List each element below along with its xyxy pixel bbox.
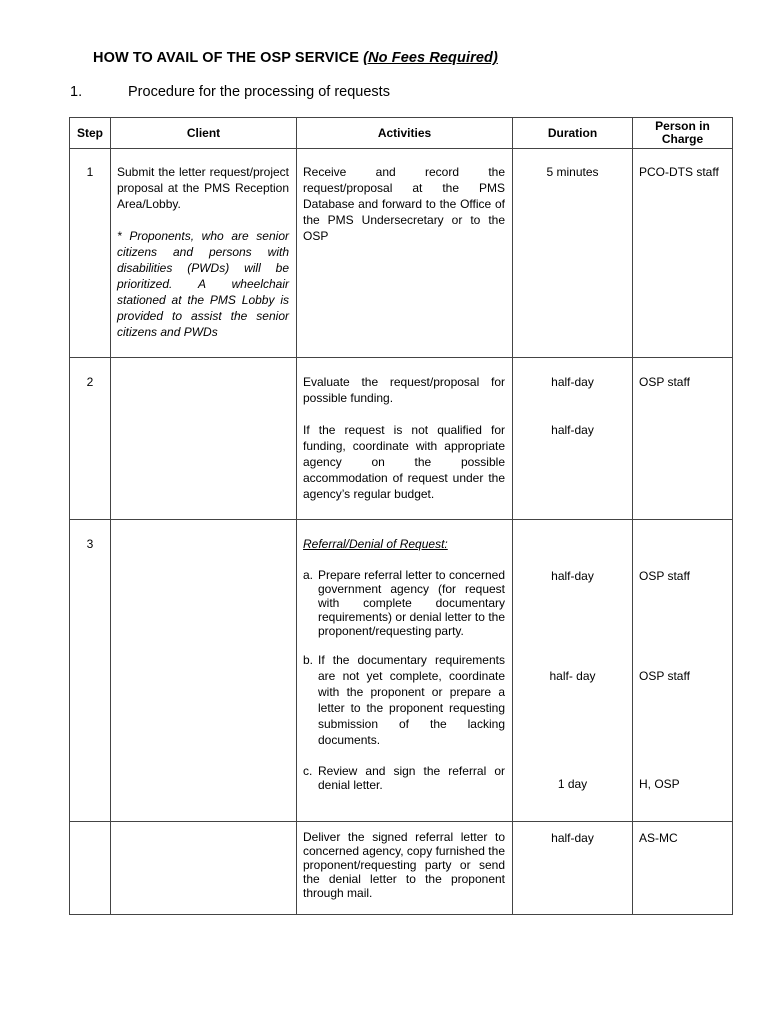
- row3-person-c: H, OSP: [639, 777, 680, 791]
- section-number: 1.: [70, 84, 83, 100]
- row1-client-text: Submit the letter request/project proposal at the PMS Reception Area/Lobby.: [117, 165, 289, 211]
- header-person-in-charge: Person in Charge: [633, 118, 733, 149]
- row1-step: 1: [70, 149, 111, 358]
- row4-activity-text: Deliver the signed referral letter to concerned agency, copy furnished the proponent/requesting party or send the denial letter to the proponent through mail.: [303, 830, 505, 900]
- row4-person: AS-MC: [633, 822, 733, 915]
- row2-person: OSP staff: [633, 358, 733, 520]
- row1-activity-text: Receive and record the request/proposal at the PMS Database and forward to the Office of the PMS Undersecretary or to the OSP: [303, 165, 505, 243]
- title-main: HOW TO AVAIL OF THE OSP SERVICE: [93, 50, 364, 66]
- procedure-table: [69, 117, 733, 915]
- row4-step: [70, 822, 111, 915]
- row2-client: [111, 358, 297, 520]
- header-activities: Activities: [297, 118, 513, 149]
- title-fees-note: (No Fees Required): [363, 50, 498, 66]
- row1-activities: [297, 149, 513, 358]
- row3-item-c-label: c.: [303, 764, 313, 778]
- row3-item-a-label: a.: [303, 568, 314, 582]
- document-title: [93, 50, 498, 66]
- row3-item-c-text: Review and sign the referral or denial letter.: [318, 764, 505, 792]
- row3-activities: [297, 520, 513, 822]
- table-header-row: [70, 118, 733, 149]
- row2-step: 2: [70, 358, 111, 520]
- row3-duration: [513, 520, 633, 822]
- row2-duration-2: half-day: [551, 423, 594, 437]
- row4-client: [111, 822, 297, 915]
- row3-item-b-text: If the documentary requirements are not yet complete, coordinate with the proponent or prepare a letter to the proponent requesting submission of the lacking documents.: [318, 653, 505, 747]
- table-row: [70, 149, 733, 358]
- row3-step: 3: [70, 520, 111, 822]
- table-row: [70, 520, 733, 822]
- row3-duration-a: half-day: [551, 569, 594, 583]
- row3-person: [633, 520, 733, 822]
- row3-duration-b: half- day: [549, 669, 596, 683]
- row2-duration: [513, 358, 633, 520]
- row2-activities: [297, 358, 513, 520]
- row1-duration: 5 minutes: [513, 149, 633, 358]
- row2-activity-evaluate: Evaluate the request/proposal for possible funding.: [303, 375, 505, 405]
- row4-duration: half-day: [513, 822, 633, 915]
- row3-item-a-text: Prepare referral letter to concerned government agency (for request with complete documentary requirements) or denial letter to the proponent/requesting party.: [318, 568, 505, 638]
- row3-duration-c: 1 day: [557, 777, 588, 791]
- row2-activity-coordinate: If the request is not qualified for funding, coordinate with appropriate agency on the possible accommodation of request under the agency’s regular budget.: [303, 423, 505, 501]
- row3-item-b-label: b.: [303, 653, 314, 667]
- row3-client: [111, 520, 297, 822]
- header-step: Step: [70, 118, 111, 149]
- row3-heading: Referral/Denial of Request:: [303, 537, 448, 551]
- row1-client-note: * Proponents, who are senior citizens and persons with disabilities (PWDs) will be prioritized. A wheelchair stationed at the PMS Lobby is provided to assist the senior citizens and PWDs: [117, 229, 289, 339]
- row1-person: PCO-DTS staff: [633, 149, 733, 358]
- section-heading: Procedure for the processing of requests: [128, 84, 390, 100]
- row3-person-a: OSP staff: [639, 569, 690, 583]
- row3-item-a: [303, 568, 505, 638]
- row3-item-b: [303, 652, 505, 748]
- table-row: [70, 358, 733, 520]
- header-duration: Duration: [513, 118, 633, 149]
- row2-duration-1: half-day: [551, 375, 594, 389]
- header-client: Client: [111, 118, 297, 149]
- table-row: [70, 822, 733, 915]
- row4-activities: [297, 822, 513, 915]
- row3-person-b: OSP staff: [639, 669, 690, 683]
- row3-item-c: [303, 764, 505, 792]
- row1-client: [111, 149, 297, 358]
